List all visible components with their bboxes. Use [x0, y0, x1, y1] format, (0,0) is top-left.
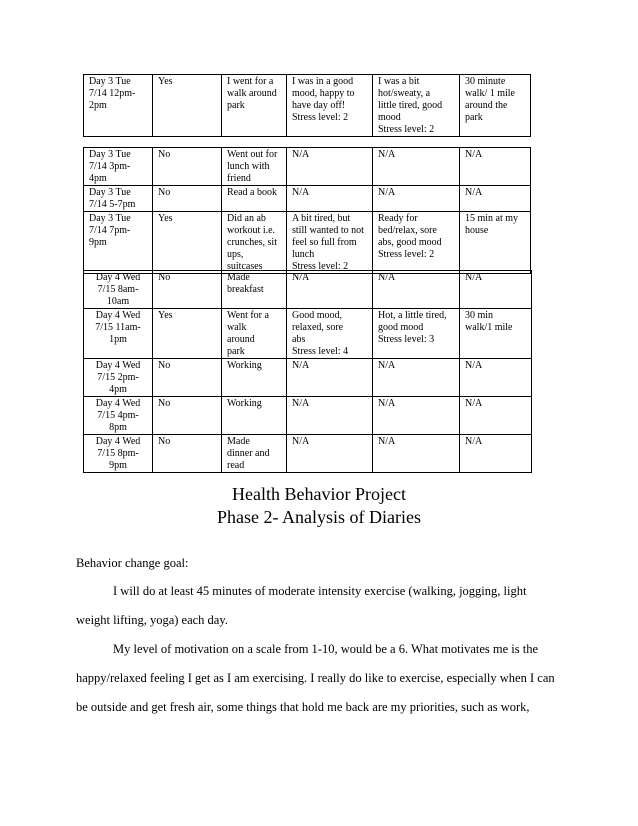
table-cell: N/A: [373, 186, 460, 212]
table-cell: Day 3 Tue 7/14 5-7pm: [84, 186, 153, 212]
table-cell: N/A: [460, 186, 531, 212]
table-cell: Did an ab workout i.e. crunches, sit ups, suitcases: [222, 212, 287, 274]
table-cell: Day 3 Tue 7/14 12pm- 2pm: [84, 75, 153, 137]
motivation-text-line-3: be outside and get fresh air, some things that hold me back are my priorities, such as work,: [76, 700, 530, 714]
table-cell: Working: [222, 397, 287, 435]
table-cell: 15 min at my house: [460, 212, 531, 274]
table-cell: Day 4 Wed 7/15 2pm- 4pm: [84, 359, 153, 397]
goal-text-line-2: weight lifting, yoga) each day.: [76, 613, 228, 627]
table-cell: Day 4 Wed 7/15 4pm- 8pm: [84, 397, 153, 435]
table-cell: 30 minute walk/ 1 mile around the park: [460, 75, 531, 137]
table-cell: No: [153, 435, 222, 473]
table-cell: Good mood, relaxed, sore abs Stress level: 4: [287, 309, 373, 359]
diary-table-1: [83, 74, 531, 137]
table-cell: N/A: [460, 435, 532, 473]
motivation-text-line-1: My level of motivation on a scale from 1-10, would be a 6. What motivates me is the: [113, 642, 539, 656]
table-cell: Day 3 Tue 7/14 7pm- 9pm: [84, 212, 153, 274]
table-cell: N/A: [373, 435, 460, 473]
table-cell: N/A: [460, 148, 531, 186]
table-cell: I was a bit hot/sweaty, a little tired, good mood Stress level: 2: [373, 75, 460, 137]
diary-table-2-body: [84, 148, 531, 274]
table-cell: N/A: [460, 271, 532, 309]
table-cell: N/A: [287, 397, 373, 435]
table-cell: N/A: [373, 271, 460, 309]
table-row: [84, 148, 531, 186]
table-row: [84, 75, 531, 137]
table-cell: Went out for lunch with friend: [222, 148, 287, 186]
table-cell: N/A: [373, 359, 460, 397]
table-cell: Yes: [153, 309, 222, 359]
table-cell: I was in a good mood, happy to have day off! Stress level: 2: [287, 75, 373, 137]
table-cell: Day 4 Wed 7/15 8pm- 9pm: [84, 435, 153, 473]
table-cell: Hot, a little tired, good mood Stress level: 3: [373, 309, 460, 359]
table-row: [84, 309, 532, 359]
table-row: [84, 212, 531, 274]
diary-table-3: [83, 270, 532, 473]
table-cell: Made breakfast: [222, 271, 287, 309]
table-cell: 30 min walk/1 mile: [460, 309, 532, 359]
table-cell: Day 4 Wed 7/15 11am- 1pm: [84, 309, 153, 359]
table-row: [84, 435, 532, 473]
diary-table-1-body: [84, 75, 531, 137]
table-cell: N/A: [460, 359, 532, 397]
table-cell: Went for a walk around park: [222, 309, 287, 359]
table-row: [84, 397, 532, 435]
table-cell: N/A: [460, 397, 532, 435]
diary-table-3-body: [84, 271, 532, 473]
table-cell: No: [153, 271, 222, 309]
table-cell: N/A: [287, 435, 373, 473]
table-cell: Yes: [153, 75, 222, 137]
table-cell: No: [153, 359, 222, 397]
table-cell: No: [153, 186, 222, 212]
goal-text-line-1: I will do at least 45 minutes of moderate intensity exercise (walking, jogging, light: [113, 584, 527, 598]
table-cell: N/A: [287, 148, 373, 186]
table-cell: Working: [222, 359, 287, 397]
table-row: [84, 186, 531, 212]
motivation-text-line-2: happy/relaxed feeling I get as I am exercising. I really do like to exercise, especially when I can: [76, 671, 555, 685]
heading-subtitle: Phase 2- Analysis of Diaries: [217, 507, 421, 527]
table-cell: Yes: [153, 212, 222, 274]
goal-label: Behavior change goal:: [76, 556, 189, 570]
table-row: [84, 271, 532, 309]
table-cell: Day 3 Tue 7/14 3pm- 4pm: [84, 148, 153, 186]
diary-table-2: [83, 147, 531, 274]
table-cell: Read a book: [222, 186, 287, 212]
heading-title: Health Behavior Project: [232, 484, 406, 504]
table-cell: No: [153, 148, 222, 186]
table-cell: A bit tired, but still wanted to not feel so full from lunch Stress level: 2: [287, 212, 373, 274]
table-row: [84, 359, 532, 397]
table-cell: Made dinner and read: [222, 435, 287, 473]
table-cell: N/A: [373, 148, 460, 186]
table-cell: N/A: [287, 271, 373, 309]
table-cell: N/A: [373, 397, 460, 435]
table-cell: Day 4 Wed 7/15 8am- 10am: [84, 271, 153, 309]
table-cell: Ready for bed/relax, sore abs, good mood Stress level: 2: [373, 212, 460, 274]
table-cell: No: [153, 397, 222, 435]
table-cell: N/A: [287, 186, 373, 212]
table-cell: I went for a walk around park: [222, 75, 287, 137]
table-cell: N/A: [287, 359, 373, 397]
